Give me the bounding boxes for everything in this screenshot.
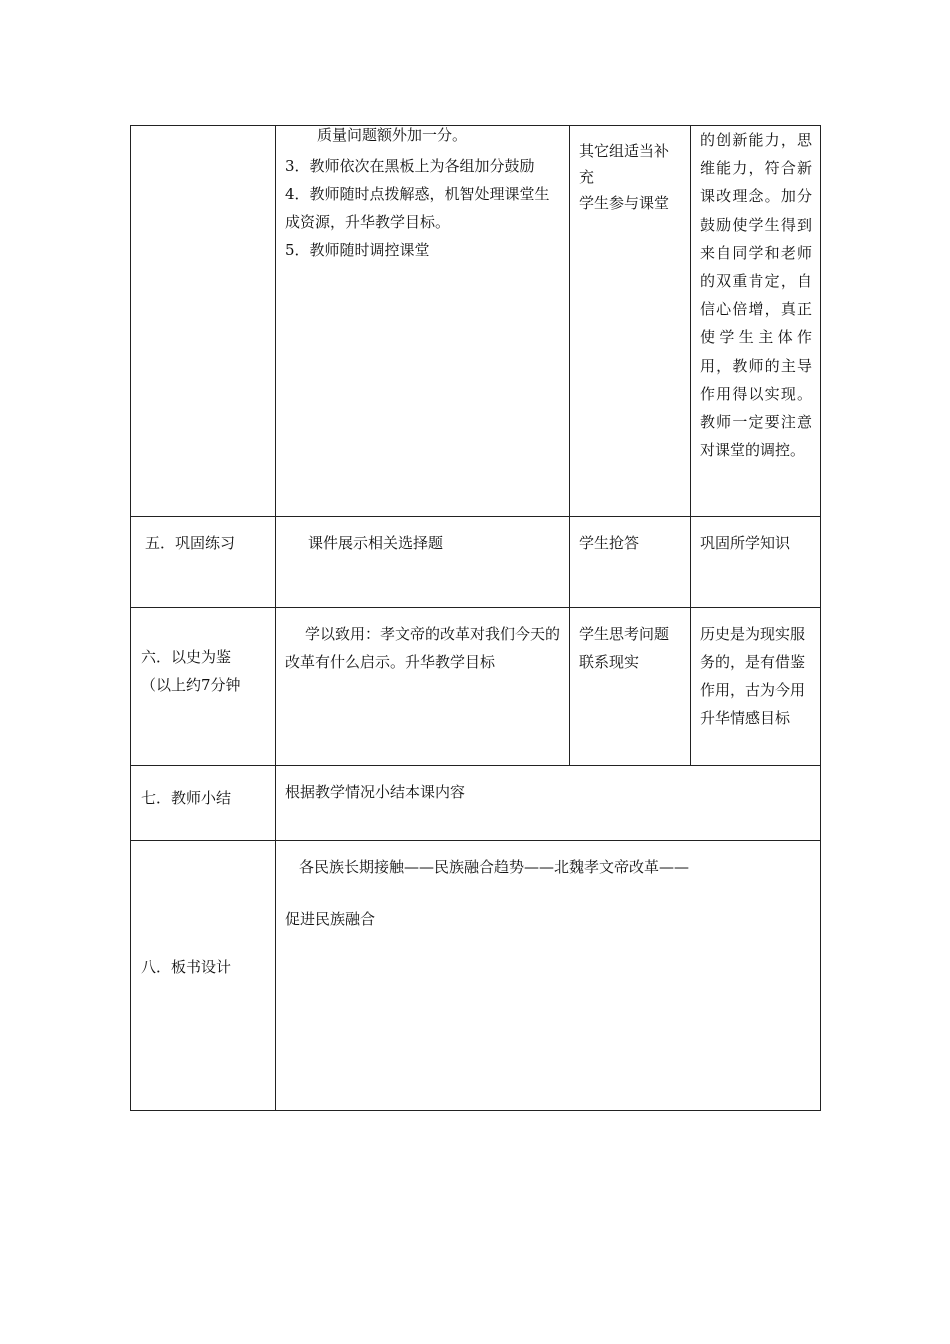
stage-label: 七．教师小结 <box>141 789 232 807</box>
stage-cell <box>131 608 276 766</box>
student-activity-cell <box>570 608 691 766</box>
board-design-line: 促进民族融合 <box>285 910 376 928</box>
summary-cell <box>276 766 821 841</box>
teacher-text: 学以致用：孝文帝的改革对我们今天的改革有什么启示。升华教学目标 <box>285 625 561 671</box>
design-intent-text: 历史是为现实服务的，是有借鉴作用，古为今用升华情感目标 <box>700 625 806 727</box>
stage-label: 八．板书设计 <box>141 958 232 976</box>
stage-time-note: （以上约7分钟 <box>141 676 241 694</box>
teacher-activity-cell <box>276 608 570 766</box>
stage-label: 五．巩固练习 <box>145 534 236 552</box>
design-intent-text: 的创新能力，思维能力，符合新课改理念。加分鼓励使学生得到来自同学和老师的双重肯定，自信心倍增，真正使学生主体作用，教师的主导作用得以实现。教师一定要注意对课堂的调控。 <box>700 131 812 460</box>
teacher-activity-cell <box>276 126 570 517</box>
student-activity-cell <box>570 517 691 608</box>
lesson-plan-table <box>130 125 821 1111</box>
student-text: 学生抢答 <box>579 534 640 552</box>
teacher-text: 课件展示相关选择题 <box>308 534 444 552</box>
stage-cell <box>131 841 276 1111</box>
design-intent-cell <box>691 608 821 766</box>
table-row-five <box>131 517 821 608</box>
teacher-line: 4．教师随时点拨解惑，机智处理课堂生成资源，升华教学目标。 <box>285 185 550 231</box>
stage-label: 六．以史为鉴 <box>141 648 232 666</box>
table-row-seven <box>131 766 821 841</box>
board-design-line: 各民族长期接触——民族融合趋势——北魏孝文帝改革—— <box>299 858 690 876</box>
board-design-cell <box>276 841 821 1111</box>
teacher-line: 5．教师随时调控课堂 <box>285 241 430 259</box>
summary-text: 根据教学情况小结本课内容 <box>285 783 466 801</box>
design-intent-cell <box>691 126 821 517</box>
teacher-line: 质量问题额外加一分。 <box>317 126 468 144</box>
student-activity-cell <box>570 126 691 517</box>
design-intent-text: 巩固所学知识 <box>700 534 791 552</box>
table-row-eight <box>131 841 821 1111</box>
stage-cell-empty <box>131 126 276 517</box>
teacher-activity-cell <box>276 517 570 608</box>
stage-cell <box>131 517 276 608</box>
stage-cell <box>131 766 276 841</box>
table-row-continued <box>131 126 821 517</box>
teacher-line: 3．教师依次在黑板上为各组加分鼓励 <box>285 157 535 175</box>
table-row-six <box>131 608 821 766</box>
student-line: 学生参与课堂 <box>579 194 670 212</box>
student-line: 其它组适当补充 <box>579 142 670 186</box>
student-text: 学生思考问题联系现实 <box>579 625 670 671</box>
design-intent-cell <box>691 517 821 608</box>
